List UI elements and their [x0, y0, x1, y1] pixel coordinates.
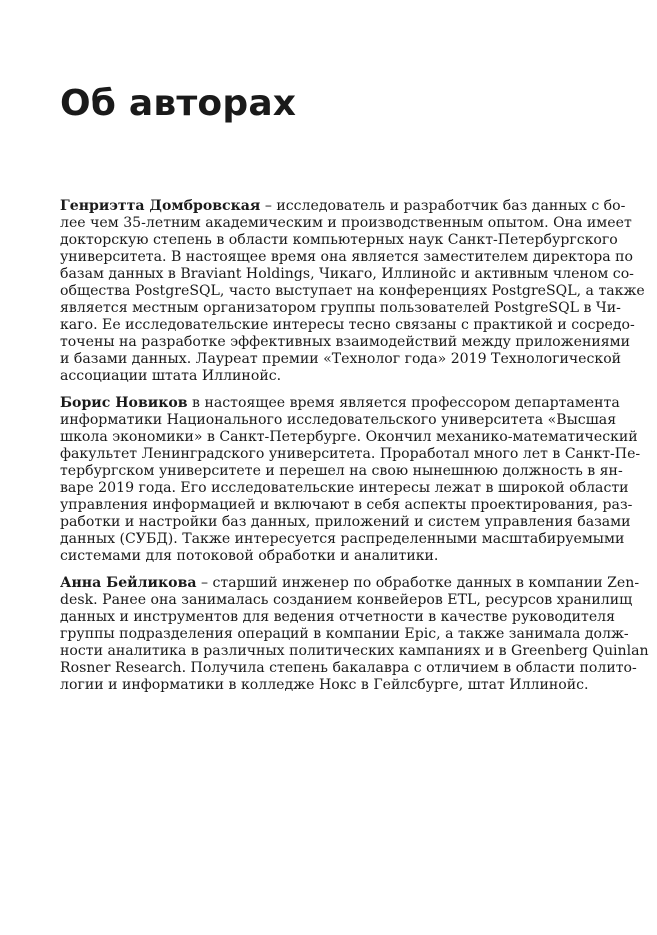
author-name: Анна Бейликова	[60, 575, 197, 591]
bio-line: каго. Ее исследовательские интересы тесно связаны с практикой и сосредо-	[60, 317, 635, 333]
bio-line: логии и информатики в колледже Нокс в Гейлсбурге, штат Иллинойс.	[60, 677, 589, 693]
bio-line: данных и инструментов для ведения отчетности в качестве руководителя	[60, 609, 616, 625]
bio-line: общества PostgreSQL, часто выступает на конференциях PostgreSQL, а также	[60, 283, 645, 299]
bio-line: точены на разработке эффективных взаимодействий между приложениями	[60, 334, 630, 350]
author-name: Генриэтта Домбровская	[60, 198, 261, 214]
bio-line: лее чем 35-летним академическим и производственным опытом. Она имеет	[60, 215, 632, 231]
bio-line: варе 2019 года. Его исследовательские интересы лежат в широкой области	[60, 480, 629, 496]
bio-line: Rosner Research. Получила степень бакалавра с отличием в области полито-	[60, 660, 637, 676]
bio-line: информатики Национального исследовательского университета «Высшая	[60, 412, 617, 428]
bio-line: базам данных в Braviant Holdings, Чикаго, Иллинойс и активным членом со-	[60, 266, 634, 282]
bio-line: desk. Ранее она занималась созданием конвейеров ETL, ресурсов хранилищ	[60, 592, 633, 608]
bio-line: системами для потоковой обработки и аналитики.	[60, 548, 439, 564]
bio-line: управления информацией и включают в себя аспекты проектирования, раз-	[60, 497, 633, 513]
bio-line: ности аналитика в различных политических кампаниях и в Greenberg Quinlan	[60, 643, 649, 659]
bio-line: факультет Ленинградского университета. Проработал много лет в Санкт-Пе-	[60, 446, 641, 462]
bio-line: Генриэтта Домбровская – исследователь и разработчик баз данных с бо-	[60, 198, 626, 214]
bio-line: университета. В настоящее время она является заместителем директора по	[60, 249, 634, 265]
bio-line: докторскую степень в области компьютерных наук Санкт-Петербургского	[60, 232, 618, 248]
bio-line: группы подразделения операций в компании Epic, а также занимала долж-	[60, 626, 629, 642]
bio-line: является местным организатором группы пользователей PostgreSQL в Чи-	[60, 300, 621, 316]
author-bio-beylikova	[60, 575, 649, 694]
page-title: Об авторах	[60, 83, 297, 124]
author-bio-novikov	[60, 395, 641, 565]
bio-line: ассоциации штата Иллинойс.	[60, 368, 282, 384]
bio-line: тербургском университете и перешел на свою нынешнюю должность в ян-	[60, 463, 623, 479]
bio-line: Борис Новиков в настоящее время является профессором департамента	[60, 395, 620, 411]
bio-line: школа экономики» в Санкт-Петербурге. Окончил механико-математический	[60, 429, 638, 445]
bio-line: работки и настройки баз данных, приложений и систем управления базами	[60, 514, 631, 530]
author-bio-dombrovskaya	[60, 198, 645, 385]
authors-section	[60, 198, 649, 704]
bio-line: Анна Бейликова – старший инженер по обработке данных в компании Zen-	[60, 575, 640, 591]
author-name: Борис Новиков	[60, 395, 188, 411]
bio-line: данных (СУБД). Также интересуется распределенными масштабируемыми	[60, 531, 625, 547]
bio-line: и базами данных. Лауреат премии «Технолог года» 2019 Технологической	[60, 351, 622, 367]
